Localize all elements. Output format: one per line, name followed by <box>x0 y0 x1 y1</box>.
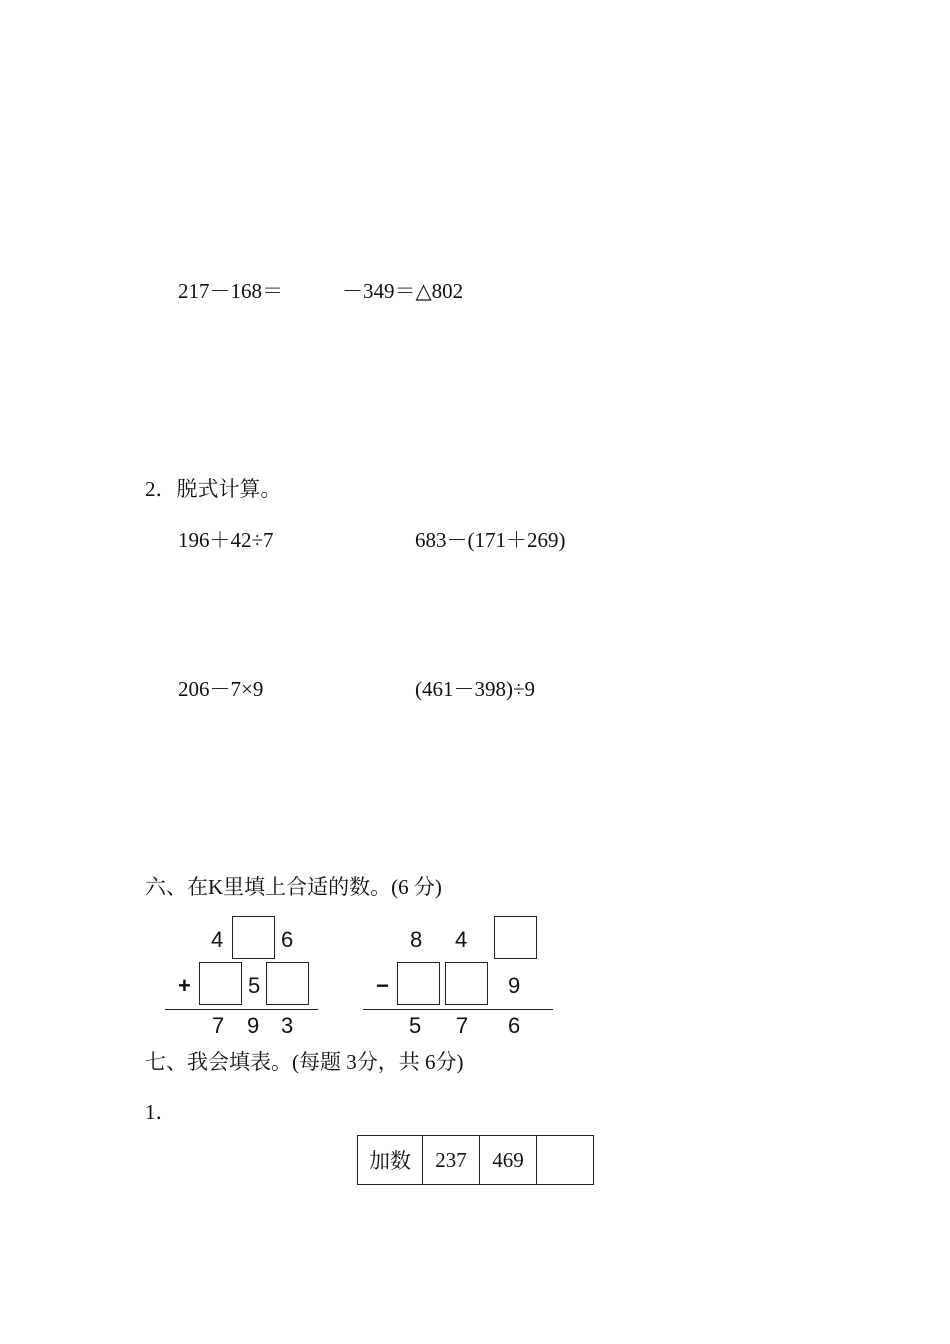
add-result-line <box>165 1009 318 1010</box>
calc-expression-1: 217－168＝ <box>178 279 283 303</box>
q2-expression-2: 683－(171＋269) <box>415 528 566 552</box>
q2-expression-4: (461－398)÷9 <box>415 677 536 701</box>
add-top-blank-box[interactable] <box>232 916 275 959</box>
sub-top-blank-box[interactable] <box>494 916 537 959</box>
add-plus-sign: + <box>178 973 191 998</box>
add-mid-blank-box-1[interactable] <box>199 962 242 1005</box>
sub-result-line <box>363 1009 553 1010</box>
sub-minus-sign: − <box>376 973 389 998</box>
sub-result-digit-3: 6 <box>508 1013 521 1038</box>
q2-expression-3: 206－7×9 <box>178 677 264 701</box>
table-row-header: 加数 <box>358 1136 423 1185</box>
add-mid-digit-2: 5 <box>248 973 261 998</box>
q2-heading: 2．脱式计算。 <box>145 477 282 501</box>
table-cell-blank[interactable] <box>537 1136 594 1185</box>
sub-mid-digit-3: 9 <box>508 973 521 998</box>
sub-mid-blank-box-1[interactable] <box>397 962 440 1005</box>
section7-heading: 七、我会填表。(每题 3分，共 6分) <box>145 1050 464 1074</box>
add-top-digit-1: 4 <box>211 927 224 952</box>
add-result-digit-1: 7 <box>212 1013 225 1038</box>
add-top-digit-3: 6 <box>281 927 294 952</box>
table-row <box>358 1136 594 1185</box>
section6-heading: 六、在K里填上合适的数。(6 分) <box>145 875 442 899</box>
sub-top-digit-2: 4 <box>455 927 468 952</box>
add-mid-blank-box-3[interactable] <box>266 962 309 1005</box>
addend-table <box>357 1135 594 1185</box>
sub-top-digit-1: 8 <box>410 927 423 952</box>
calc-expression-2: －349＝△802 <box>342 279 464 303</box>
sub-result-digit-2: 7 <box>456 1013 469 1038</box>
table-cell-value-1: 237 <box>423 1136 480 1185</box>
add-result-digit-2: 9 <box>247 1013 260 1038</box>
sub-result-digit-1: 5 <box>409 1013 422 1038</box>
section7-q1-label: 1． <box>145 1100 177 1124</box>
q2-expression-1: 196＋42÷7 <box>178 528 274 552</box>
add-result-digit-3: 3 <box>281 1013 294 1038</box>
table-cell-value-2: 469 <box>480 1136 537 1185</box>
sub-mid-blank-box-2[interactable] <box>445 962 488 1005</box>
